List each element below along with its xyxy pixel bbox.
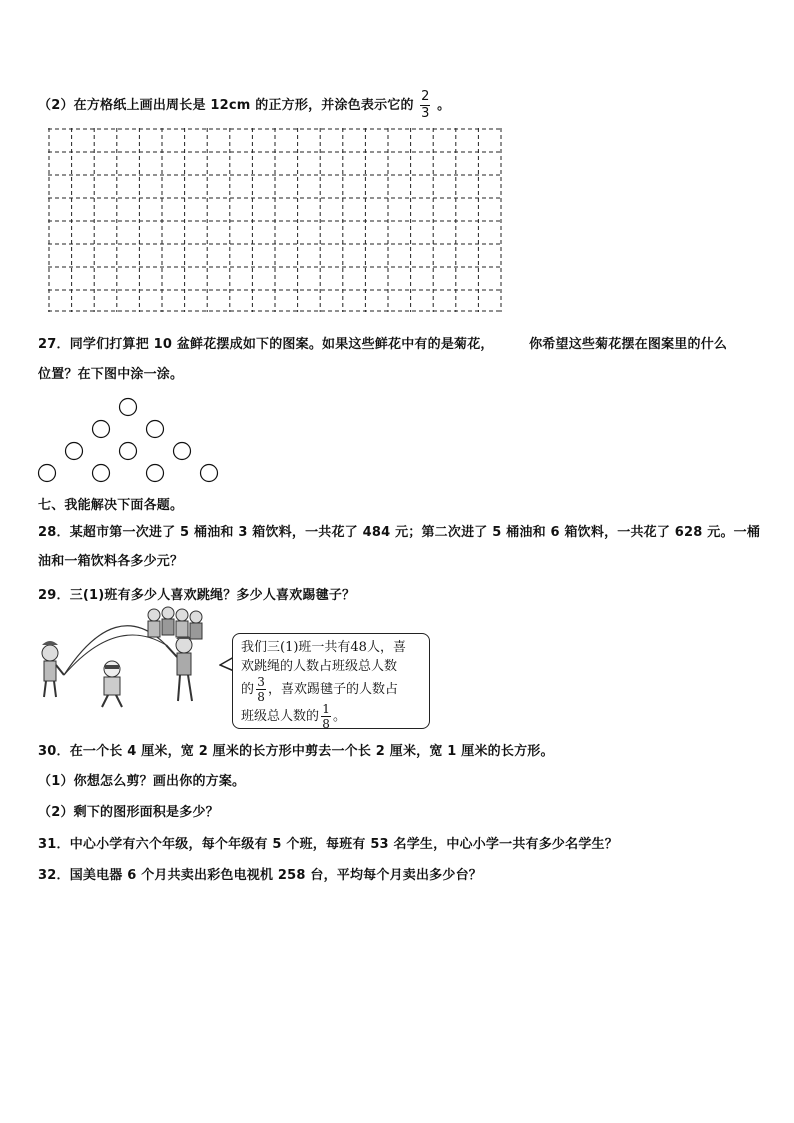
flower-circle[interactable] xyxy=(147,465,164,482)
frac-denominator: 3 xyxy=(421,106,430,121)
q27-line1-a: 27．同学们打算把 10 盆鲜花摆成如下的图案。如果这些鲜花中有的是菊花， xyxy=(38,337,494,352)
children-jump-rope-illustration xyxy=(36,605,216,713)
fraction-two-thirds xyxy=(420,90,430,121)
frac-denominator: 8 xyxy=(322,717,330,731)
fraction-one-eighth xyxy=(321,703,331,730)
flower-circle[interactable] xyxy=(39,465,56,482)
flower-circle[interactable] xyxy=(93,421,110,438)
q26-perimeter-value: 12cm xyxy=(210,98,251,113)
question-29: 29．三(1)班有多少人喜欢跳绳？多少人喜欢踢毽子？ xyxy=(38,588,356,603)
speech-bubble xyxy=(232,633,430,729)
bubble-line3-a: 的 xyxy=(241,682,255,697)
question-30: 30．在一个长 4 厘米，宽 2 厘米的长方形中剪去一个长 2 厘米，宽 1 厘米的长方形。 xyxy=(38,744,554,759)
question-26-part2 xyxy=(38,90,450,121)
flower-circle[interactable] xyxy=(147,421,164,438)
q26-middle: 的正方形，并涂色表示它的 xyxy=(255,98,414,113)
flower-circle[interactable] xyxy=(66,443,83,460)
flower-pattern[interactable] xyxy=(30,390,230,490)
question-28-line1: 28．某超市第一次进了 5 桶油和 3 箱饮料，一共花了 484 元；第二次进了 5 桶油和 6 箱饮料，一共花了 628 元。一桶 xyxy=(38,525,761,540)
bubble-line4-a: 班级总人数的 xyxy=(241,709,320,724)
bubble-line4 xyxy=(241,703,421,730)
flower-circle[interactable] xyxy=(120,443,137,460)
q26-prefix: （2）在方格纸上画出周长是 xyxy=(38,98,206,113)
frac-numerator: 3 xyxy=(257,675,265,689)
bubble-line1: 我们三(1)班一共有48人，喜 xyxy=(241,640,406,655)
bubble-line2: 欢跳绳的人数占班级总人数 xyxy=(241,659,398,674)
question-27-line2: 位置？在下图中涂一涂。 xyxy=(38,367,184,382)
frac-denominator: 8 xyxy=(257,690,265,704)
question-27-line1 xyxy=(38,333,727,352)
question-32: 32．国美电器 6 个月共卖出彩色电视机 258 台，平均每个月卖出多少台？ xyxy=(38,868,482,883)
q26-suffix: 。 xyxy=(437,98,451,113)
frac-numerator: 2 xyxy=(421,89,430,104)
bubble-line4-b: 。 xyxy=(333,709,347,724)
grid-paper[interactable] xyxy=(48,128,502,312)
question-28-line2: 油和一箱饮料各多少元？ xyxy=(38,554,184,569)
flower-circle[interactable] xyxy=(120,399,137,416)
frac-numerator: 1 xyxy=(322,702,330,716)
fraction-three-eighths xyxy=(256,676,266,703)
flower-circle[interactable] xyxy=(201,465,218,482)
flower-circle[interactable] xyxy=(174,443,191,460)
bubble-line3-b: ，喜欢踢毽子的人数占 xyxy=(268,682,399,697)
question-30-part2: （2）剩下的图形面积是多少？ xyxy=(38,805,219,820)
question-30-part1: （1）你想怎么剪？画出你的方案。 xyxy=(38,774,246,789)
q27-line1-b: 你希望这些菊花摆在图案里的什么 xyxy=(529,337,728,352)
question-31: 31．中心小学有六个年级，每个年级有 5 个班，每班有 53 名学生，中心小学一共有多少名学生？ xyxy=(38,837,618,852)
bubble-line3 xyxy=(241,676,421,703)
flower-circle[interactable] xyxy=(93,465,110,482)
section-7-heading: 七、我能解决下面各题。 xyxy=(38,498,184,513)
